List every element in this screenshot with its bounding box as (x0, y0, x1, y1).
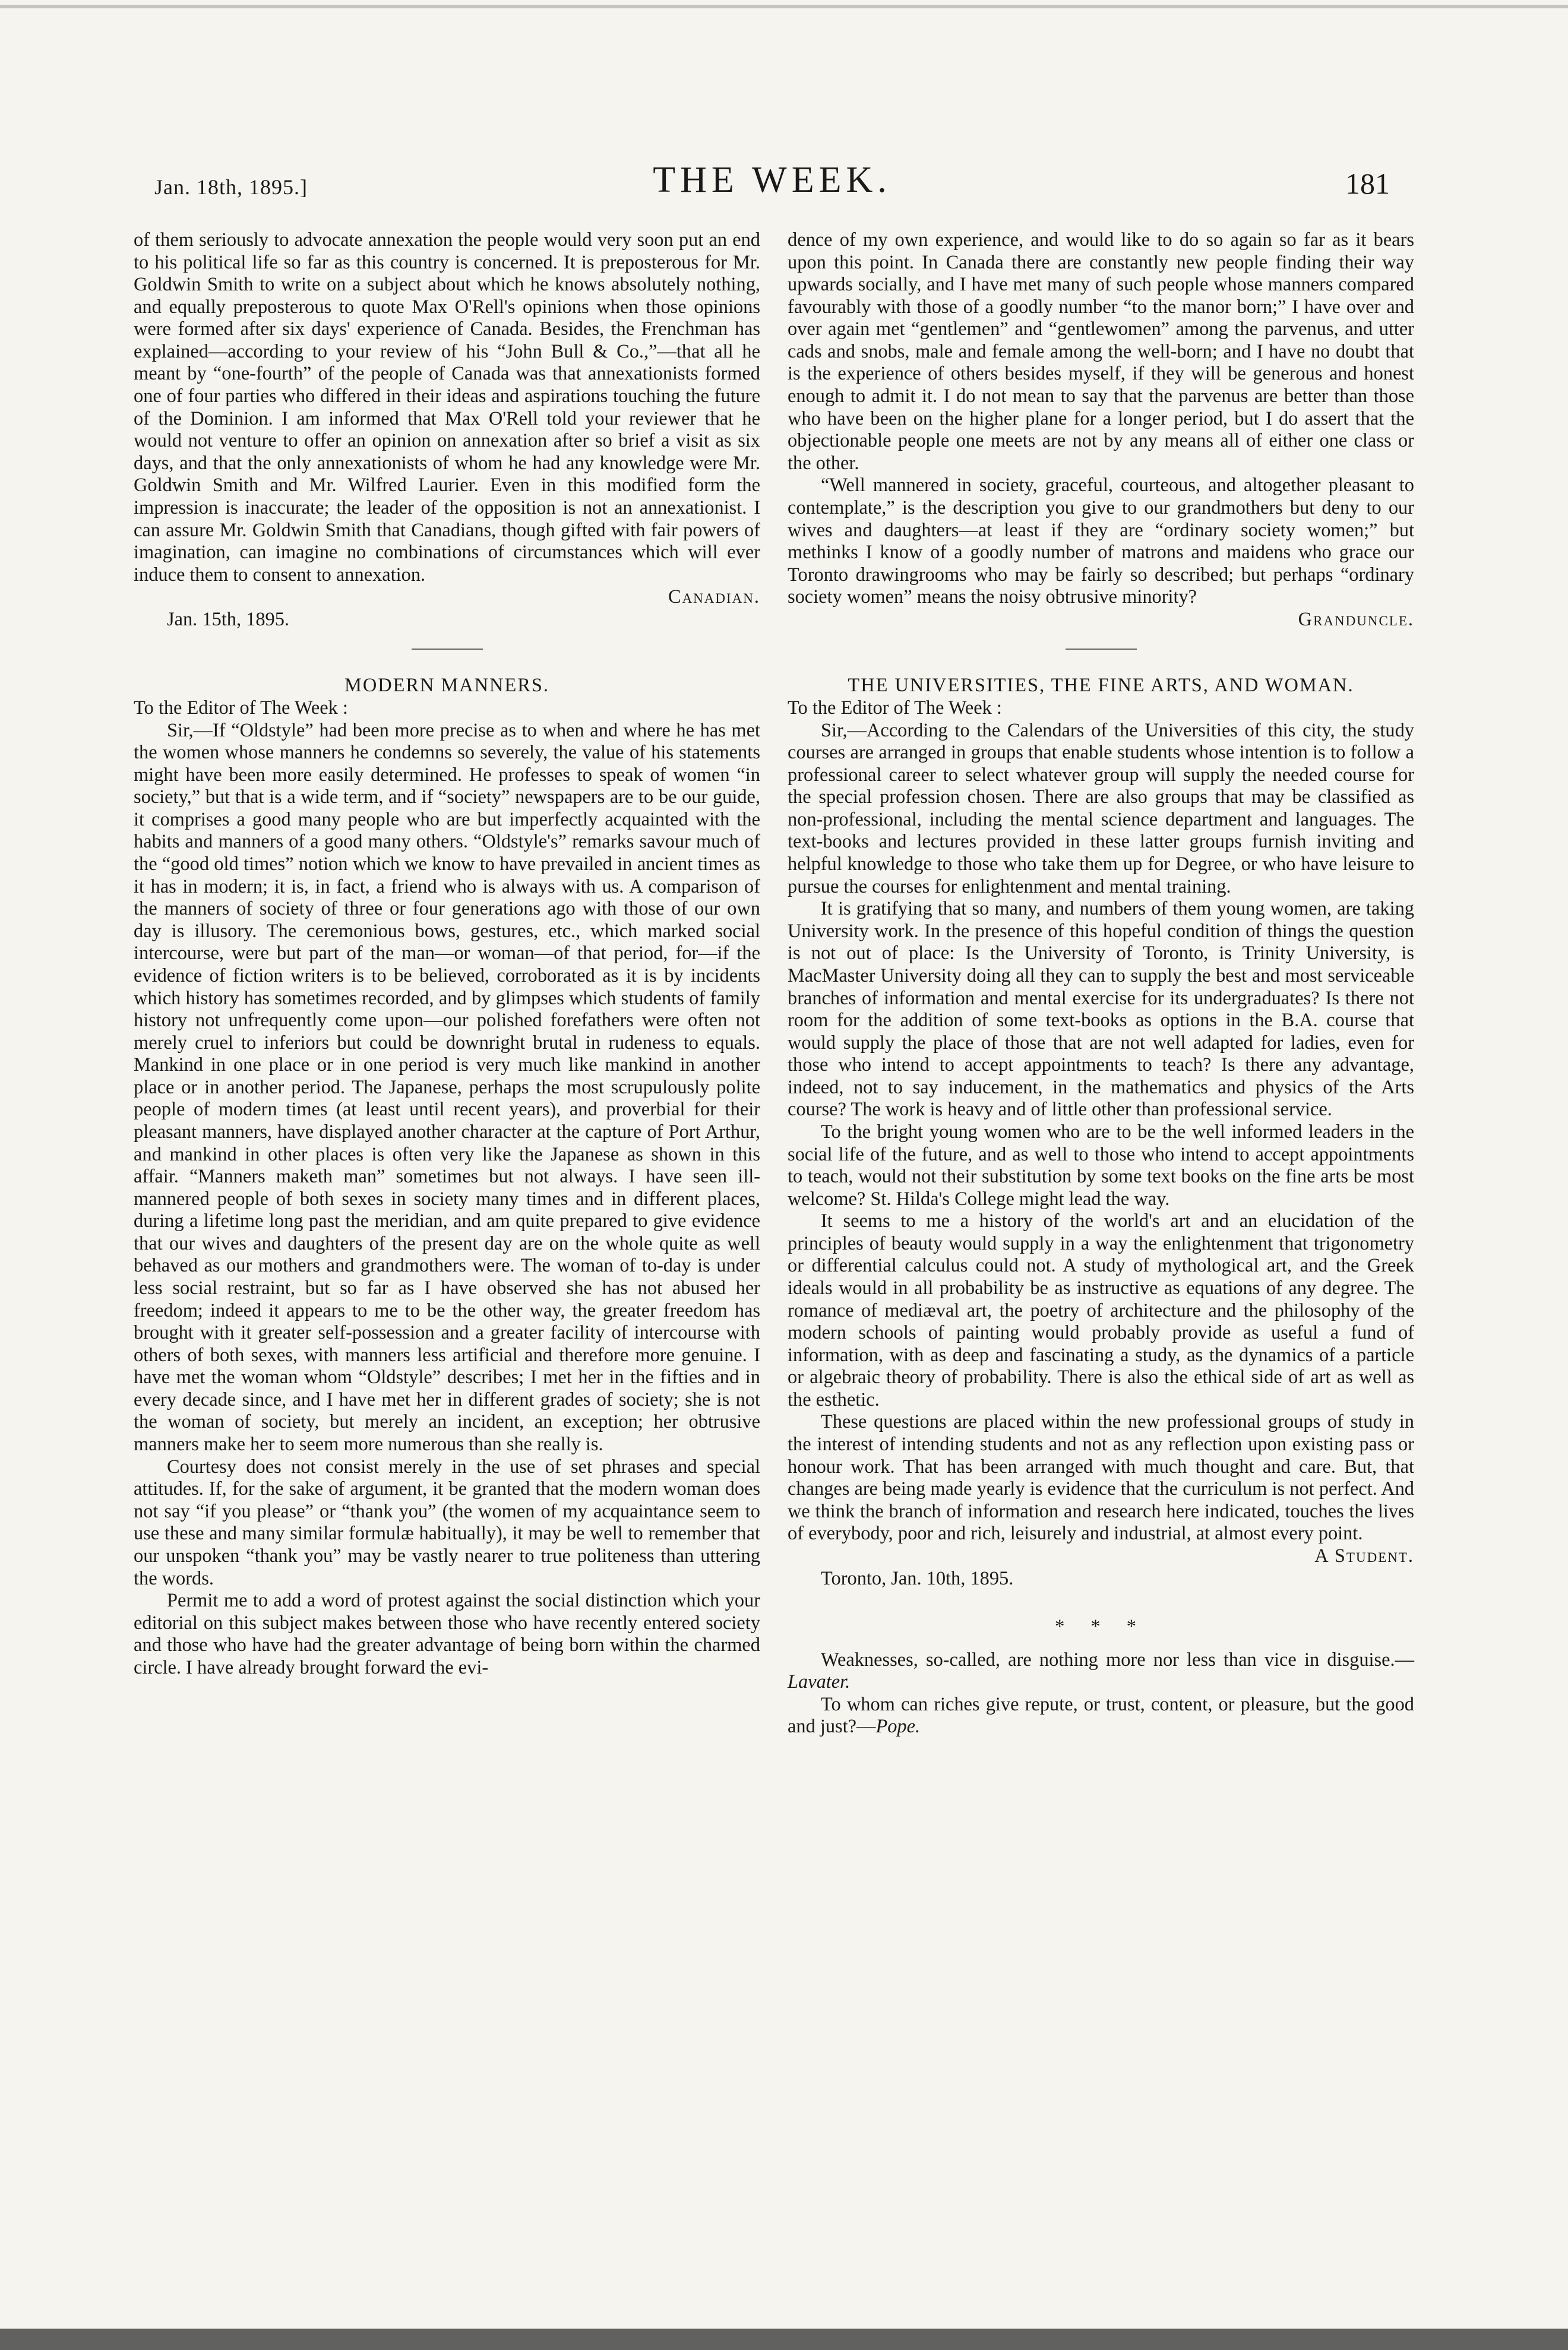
quote-lavater: Weaknesses, so-called, are nothing more nor less than vice in disguise.—Lavater. (788, 1649, 1414, 1693)
scan-edge-line (0, 5, 1568, 8)
section-rule (412, 649, 483, 650)
modern-manners-paragraph-4: “Well mannered in society, graceful, courteous, and altogether pleasant to contemplate,” is the description you give to our grandmothers but deny to our wives and daughters—at least if they are “ordinary society women;” but methinks I know of a goodly number of matrons and maidens who grace our Toronto drawingrooms who may be fairly so described; but perhaps “ordinary society women” means the noisy obtrusive minority? (788, 475, 1414, 608)
issue-date: Jan. 18th, 1895.] (154, 175, 308, 199)
salutation-universities: To the Editor of The Week : (788, 697, 1002, 719)
quote-pope-text: To whom can riches give repute, or trust, content, or pleasure, but the good and just? (788, 1693, 1414, 1738)
page-header (154, 159, 1390, 213)
publication-title: THE WEEK. (653, 160, 892, 200)
page-number: 181 (1345, 167, 1390, 200)
left-column (134, 229, 760, 1679)
letter-canadian-continued: of them seriously to advocate annexation the people would very soon put an end to his political life so far as this country is concerned. It is preposterous for Mr. Goldwin Smith to write on a subject about which he knows absolutely nothing, and equally preposterous to quote Max O'Rell's opinions when those opinions were formed after six days' experience of Canada. Besides, the Frenchman has explained—according to your review of his “John Bull & Co.,”—that all he meant by “one-fourth” of the people of Canada was that annexationists formed one of four parties who differed in their ideas and aspirations touching the future of the Dominion. I am informed that Max O'Rell told your reviewer that he would not venture to offer an opinion on annexation after so brief a visit as six days, and that the only annexationists of whom he had any knowledge were Mr. Goldwin Smith and Mr. Wilfred Laurier. Even in this modified form the impression is inaccurate; the leader of the opposition is not an annexationist. I can assure Mr. Goldwin Smith that Canadians, though gifted with fair powers of imagination, can imagine no combinations of circumstances which will ever induce them to consent to annexation. (134, 229, 760, 586)
heading-modern-manners: MODERN MANNERS. (344, 675, 549, 697)
quote-pope: To whom can riches give repute, or trust, content, or pleasure, but the good and just?—Pope. (788, 1693, 1414, 1738)
universities-paragraph-1: Sir,—According to the Calendars of the Universities of this city, the study courses are arranged in groups that enable students whose intention is to follow a professional career to select whatever group will supply the needed course for the special profession chosen. There are also groups that may be classified as non-professional, including the mental science department and languages. The text-books and lectures provided in these latter groups furnish inviting and helpful knowledge to those who take them up for Degree, or who have leisure to pursue the courses for enlightenment and mental training. (788, 719, 1414, 897)
dateline-canadian: Jan. 15th, 1895. (167, 608, 290, 630)
universities-paragraph-2: It is gratifying that so many, and numbers of them young women, are taking University work. In the presence of this hopeful condition of things the question is not out of place: Is the University of Toronto, is Trinity University, is MacMaster University doing all they can to supply the best and most serviceable branches of information and mental exercise for its undergraduates? Is there not room for the addition of some text-books as options in the B.A. course that would supply the place of those that are not well adapted for ladies, even for those who intend to accept appointments to teach? Is there any advantage, indeed, not to say inducement, in the mathematics and physics of the Arts course? The work is heavy and of little other than professional service. (788, 898, 1414, 1121)
signature-student: A Student. (1314, 1545, 1414, 1567)
quote-lavater-text: Weaknesses, so-called, are nothing more nor less than vice in disguise. (821, 1649, 1395, 1671)
universities-paragraph-5: These questions are placed within the new professional groups of study in the interest of intending students and not as any reflection upon existing pass or honour work. That has been arranged with much thought and care. But, that changes are being made yearly is evidence that the curriculum is not perfect. And we think the branch of information and research here indicated, touches the lives of everybody, poor and rich, leisurely and industrial, at almost every point. (788, 1411, 1414, 1545)
signature-granduncle: Granduncle. (1298, 608, 1414, 630)
quote-lavater-author: Lavater. (788, 1671, 851, 1693)
modern-manners-paragraph-3: Permit me to add a word of protest against the social distinction which your editorial on this subject makes between those who have recently entered society and those who have had the greater advantage of being born within the charmed circle. I have already brought forward the evi- (134, 1590, 760, 1678)
quote-pope-author: Pope. (875, 1716, 921, 1738)
modern-manners-continued: dence of my own experience, and would like to do so again so far as it bears upon this point. In Canada there are constantly new people finding their way upwards socially, and I have met many of such people whose manners compared favourably with those of a goodly number “to the manor born;” I have over and over again met “gentlemen” and “gentlewomen” among the parvenus, and utter cads and snobs, male and female among the well-born; and I have no doubt that is the experience of others besides myself, if they will be generous and honest enough to admit it. I do not mean to say that the parvenus are better than those who have been on the higher plane for a longer period, but I do assert that the objectionable people one meets are not by any means all of either one class or the other. (788, 229, 1414, 474)
modern-manners-paragraph-2: Courtesy does not consist merely in the use of set phrases and special attitudes. If, for the sake of argument, it be granted that the modern woman does not say “if you please” or “thank you” (the women of my acquaintance seem to use these and many similar formulæ habitually), it may be well to remember that our unspoken “thank you” may be vastly nearer to true politeness than uttering the words. (134, 1456, 760, 1589)
universities-paragraph-4: It seems to me a history of the world's art and an elucidation of the principles of beauty would supply in a way the enlightenment that trigonometry or differential calculus could not. A study of mythological art, and the Greek ideals would in all probability be as instructive as equations of any degree. The romance of mediæval art, the poetry of architecture and the philosophy of the modern schools of painting would probably provide as useful a fund of information, with as deep and fascinating a study, as the dynamics of a particle or algebraic theory of probability. There is also the ethical side of art as well as the esthetic. (788, 1210, 1414, 1410)
modern-manners-paragraph-1: Sir,—If “Oldstyle” had been more precise as to when and where he has met the women whose manners he condemns so severely, the value of his statements might have been more easily determined. He professes to speak of women “in society,” but that is a wide term, and if “society” newspapers are to be our guide, it comprises a good many people who are but imperfectly acquainted with the habits and manners of a good many others. “Oldstyle's” remarks savour much of the “good old times” notion which we know to have prevailed in ancient times as it has in modern; it is, in fact, a friend who is always with us. A comparison of the manners of society of three or four generations ago with those of our own day is illusory. The ceremonious bows, gestures, etc., which marked social intercourse, were but part of the man—or woman—of that period, for—if the evidence of fiction writers is to be believed, corroborated as it is by incidents which history has sometimes recorded, and by glimpses which students of family history not unfrequently come upon—our polished forefathers were often not merely cruel to inferiors but could be downright brutal in rudeness to equals. Mankind in one place or in one period is very much like mankind in another place or in another period. The Japanese, perhaps the most scrupulously polite people of modern times (at least until recent years), and proverbial for their pleasant manners, have displayed another character at the capture of Port Arthur, and mankind in other places is often very like the Japanese as shown in this affair. “Manners maketh man” sometimes but not always. I have seen ill-mannered people of both sexes in society many times and in different places, during a lifetime long past the meridian, and am quite prepared to give evidence that our wives and daughters of the present day are on the whole quite as well behaved as our mothers and grandmothers were. The woman of to-day is under less social restraint, but so far as I have observed she has not abused her freedom; indeed it appears to me to be the other way, the greater freedom has brought with it greater self-possession and a greater facility of intercourse with others of both sexes, with manners less artificial and therefore more genuine. I have met the woman whom “Oldstyle” describes; I met her in the fifties and in every decade since, and I have met her in different grades of society; she is not the woman of society, but merely an incident, an exception; her obtrusive manners make her to seem more numerous than she really is. (134, 719, 760, 1456)
right-column (788, 229, 1414, 1738)
signature-canadian: Canadian. (668, 586, 760, 608)
heading-universities: THE UNIVERSITIES, THE FINE ARTS, AND WOMAN. (848, 675, 1354, 697)
section-rule (1066, 649, 1137, 650)
dateline-toronto: Toronto, Jan. 10th, 1895. (821, 1567, 1014, 1589)
scan-bottom-edge (0, 2329, 1568, 2350)
universities-paragraph-3: To the bright young women who are to be the well informed leaders in the social life of the future, and as well to those who intend to accept appointments to teach, would not their substitution by some text books on the fine arts be most welcome? St. Hilda's College might lead the way. (788, 1121, 1414, 1210)
asterism: * * * (1055, 1616, 1147, 1638)
salutation-modern-manners: To the Editor of The Week : (134, 697, 348, 719)
